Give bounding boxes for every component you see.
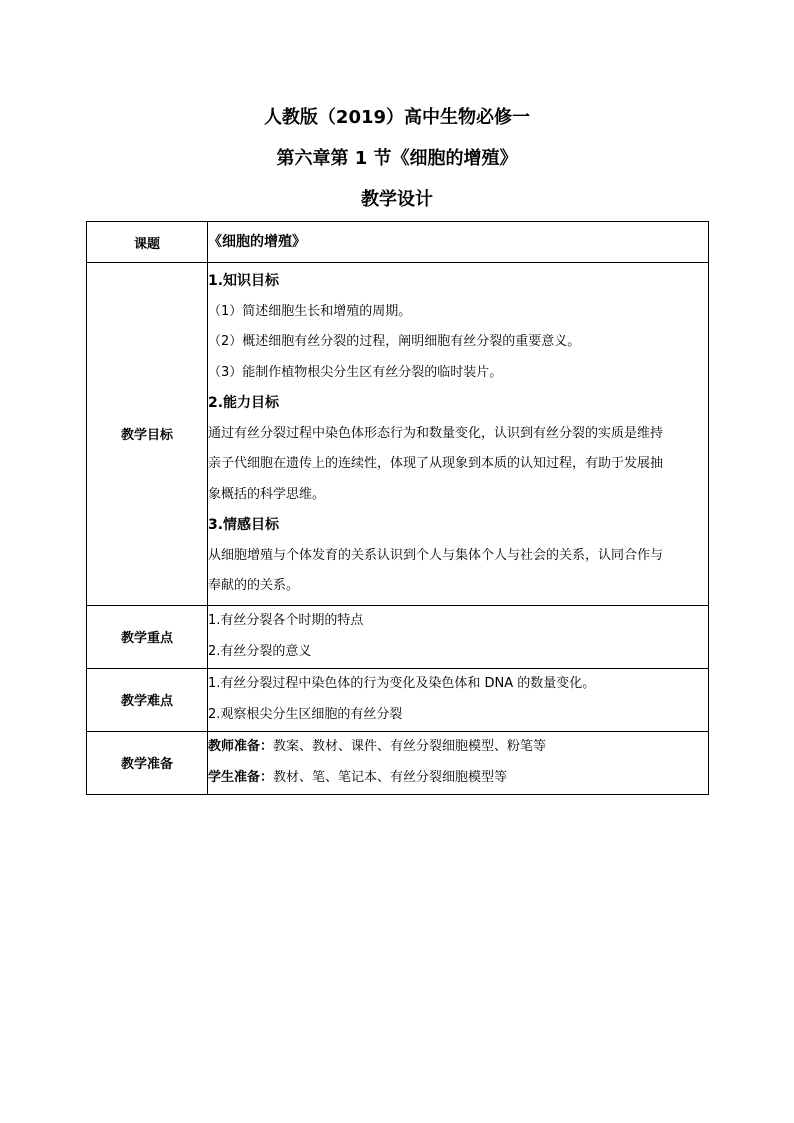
student-prep-value: 教材、笔、笔记本、有丝分裂细胞模型等 — [273, 769, 508, 785]
goals-label: 教学目标 — [87, 263, 208, 606]
difficulties-row — [87, 668, 709, 731]
knowledge-item: （2）概述细胞有丝分裂的过程，阐明细胞有丝分裂的重要意义。 — [208, 334, 581, 349]
preparation-content — [208, 731, 709, 794]
goals-content — [208, 263, 709, 606]
topic-row — [87, 222, 709, 263]
ability-text-line: 通过有丝分裂过程中染色体形态行为和数量变化，认识到有丝分裂的实质是维持 — [208, 425, 664, 441]
knowledge-heading: 1.知识目标 — [208, 273, 280, 289]
student-prep-line — [208, 763, 708, 794]
key-point-item: 2.有丝分裂的意义 — [208, 643, 312, 659]
topic-value-cell — [208, 222, 709, 263]
ability-heading: 2.能力目标 — [208, 395, 280, 411]
emotion-text-line: 奉献的的关系。 — [208, 578, 300, 593]
knowledge-item: （3）能制作植物根尖分生区有丝分裂的临时装片。 — [208, 364, 503, 380]
key-points-label: 教学重点 — [87, 605, 208, 668]
chapter-title: 第六章第 1 节《细胞的增殖》 — [276, 148, 518, 169]
teacher-prep-line — [208, 732, 708, 763]
preparation-label: 教学准备 — [87, 731, 208, 794]
difficulty-item: 1.有丝分裂过程中染色体的行为变化及染色体和 DNA 的数量变化。 — [208, 676, 596, 691]
difficulties-content — [208, 668, 709, 731]
goals-row — [87, 263, 709, 606]
ability-text-line: 亲子代细胞在遗传上的连续性，体现了从现象到本质的认知过程，有助于发展抽 — [208, 456, 664, 471]
document-title: 人教版（2019）高中生物必修一 — [263, 107, 531, 128]
topic-value: 《细胞的增殖》 — [208, 233, 306, 250]
design-title: 教学设计 — [361, 189, 433, 210]
key-point-item: 1.有丝分裂各个时期的特点 — [208, 613, 364, 628]
emotion-heading: 3.情感目标 — [208, 517, 280, 533]
student-prep-label: 学生准备： — [208, 769, 274, 785]
lesson-plan-table — [86, 221, 709, 795]
key-points-row — [87, 605, 709, 668]
knowledge-item: （1）简述细胞生长和增殖的周期。 — [208, 303, 412, 319]
key-points-content — [208, 605, 709, 668]
difficulties-label: 教学难点 — [87, 668, 208, 731]
ability-text-line: 象概括的科学思维。 — [208, 486, 326, 502]
difficulty-item: 2.观察根尖分生区细胞的有丝分裂 — [208, 706, 403, 722]
emotion-text-line: 从细胞增殖与个体发育的关系认识到个人与集体个人与社会的关系，认同合作与 — [208, 547, 664, 563]
topic-label: 课题 — [87, 222, 208, 263]
teacher-prep-label: 教师准备： — [208, 739, 274, 754]
preparation-row — [87, 731, 709, 794]
teacher-prep-value: 教案、教材、课件、有丝分裂细胞模型、粉笔等 — [273, 739, 547, 754]
